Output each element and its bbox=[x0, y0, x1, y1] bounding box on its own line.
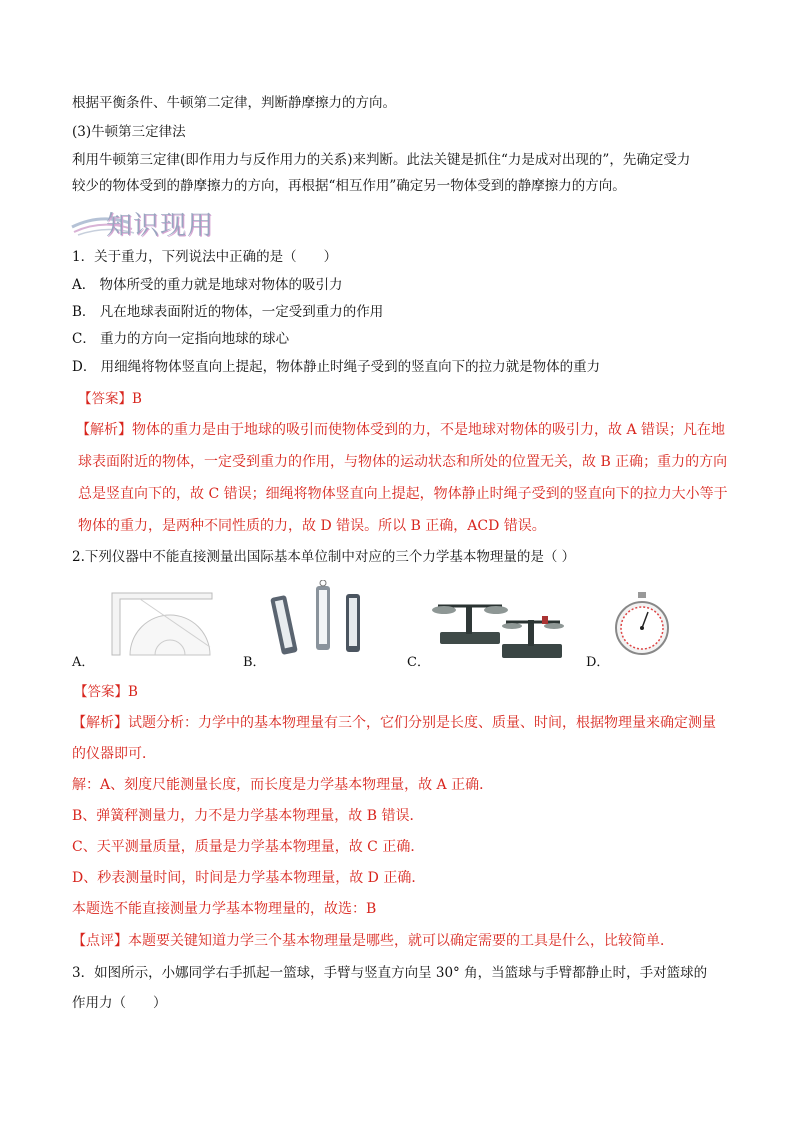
q1-answer bbox=[78, 389, 738, 409]
method3-title: (3)牛顿第三定律法 bbox=[72, 124, 186, 140]
q1-analysis-3: 总是竖直向下的，故 C 错误；细绳将物体竖直向上提起，物体静止时绳子受到的竖直向下的拉力大小等于 bbox=[78, 486, 728, 502]
answer-value: B bbox=[128, 684, 138, 700]
q2-label-d: D． bbox=[586, 655, 610, 670]
q3-line-2: 作用力（ ） bbox=[72, 995, 167, 1011]
q1-analysis-2: 球表面附近的物体，一定受到重力的作用，与物体的运动状态和所处的位置无关，故 B 正确；重力的方向 bbox=[78, 454, 728, 470]
q1-option-d: D． 用细绳将物体竖直向上提起，物体静止时绳子受到的竖直向下的拉力就是物体的重力 bbox=[72, 359, 601, 375]
q2-comment: 【点评】本题要关键知道力学三个基本物理量是哪些，就可以确定需要的工具是什么，比较简单． bbox=[72, 933, 674, 949]
balance-scale-icon bbox=[432, 586, 572, 666]
q1-option-a: A． 物体所受的重力就是地球对物体的吸引力 bbox=[72, 277, 343, 293]
q2-solution-2: B、弹簧秤测量力，力不是力学基本物理量，故 B 错误． bbox=[72, 808, 424, 824]
q2-answer bbox=[74, 682, 734, 702]
q2-analysis-1: 【解析】试题分析：力学中的基本物理量有三个，它们分别是长度、质量、时间，根据物理量来确定测量 bbox=[72, 715, 716, 731]
q3-line-1: 3．如图所示，小娜同学右手抓起一篮球，手臂与竖直方向呈 30° 角，当篮球与手臂都静止时，手对篮球的 bbox=[72, 965, 708, 981]
q1-analysis-4: 物体的重力，是两种不同性质的力，故 D 错误。所以 B 正确，ACD 错误。 bbox=[78, 518, 546, 534]
q2-figures bbox=[0, 580, 794, 670]
q2-analysis-2: 的仪器即可． bbox=[72, 746, 156, 762]
q1-option-b: B． 凡在地球表面附近的物体，一定受到重力的作用 bbox=[72, 304, 384, 320]
analysis-tag: 【解析】 bbox=[72, 715, 128, 731]
q2-solution-5: 本题选不能直接测量力学基本物理量的，故选：B bbox=[72, 901, 377, 917]
intro-line-3: 利用牛顿第三定律(即作用力与反作用力的关系)来判断。此法关键是抓住“力是成对出现的”，先确定受力 bbox=[72, 152, 691, 168]
q2-label-a: A． bbox=[72, 655, 95, 670]
answer-tag: 【答案】 bbox=[74, 684, 128, 700]
analysis-tag: 【解析】 bbox=[76, 422, 132, 438]
spring-scale-icon bbox=[268, 580, 368, 664]
q2-label-b: B． bbox=[243, 655, 266, 670]
intro-line-4: 较少的物体受到的静摩擦力的方向，再根据“相互作用”确定另一物体受到的静摩擦力的方向。 bbox=[72, 178, 626, 194]
banner-text: 知识现用 bbox=[106, 211, 215, 241]
q1-option-c: C． 重力的方向一定指向地球的球心 bbox=[72, 331, 290, 347]
ruler-icon bbox=[100, 585, 220, 663]
q2-solution-3: C、天平测量质量，质量是力学基本物理量，故 C 正确． bbox=[72, 839, 425, 855]
q1-stem: 1．关于重力，下列说法中正确的是（ ） bbox=[72, 249, 338, 265]
stopwatch-icon bbox=[612, 590, 672, 660]
answer-value: B bbox=[132, 391, 142, 407]
comment-tag: 【点评】 bbox=[72, 933, 128, 949]
q1-analysis-1: 【解析】物体的重力是由于地球的吸引而使物体受到的力，不是地球对物体的吸引力，故 A 错误；凡在地 bbox=[76, 422, 726, 438]
intro-line-1: 根据平衡条件、牛顿第二定律，判断静摩擦力的方向。 bbox=[72, 95, 396, 111]
q2-label-c: C． bbox=[407, 655, 430, 670]
q2-solution-1: 解：A、刻度尺能测量长度，而长度是力学基本物理量，故 A 正确． bbox=[72, 777, 494, 793]
q2-solution-4: D、秒表测量时间，时间是力学基本物理量，故 D 正确． bbox=[72, 870, 426, 886]
answer-tag: 【答案】 bbox=[78, 391, 132, 407]
knowledge-banner bbox=[70, 205, 220, 239]
q2-stem: 2.下列仪器中不能直接测量出国际基本单位制中对应的三个力学基本物理量的是（ ） bbox=[72, 549, 576, 565]
